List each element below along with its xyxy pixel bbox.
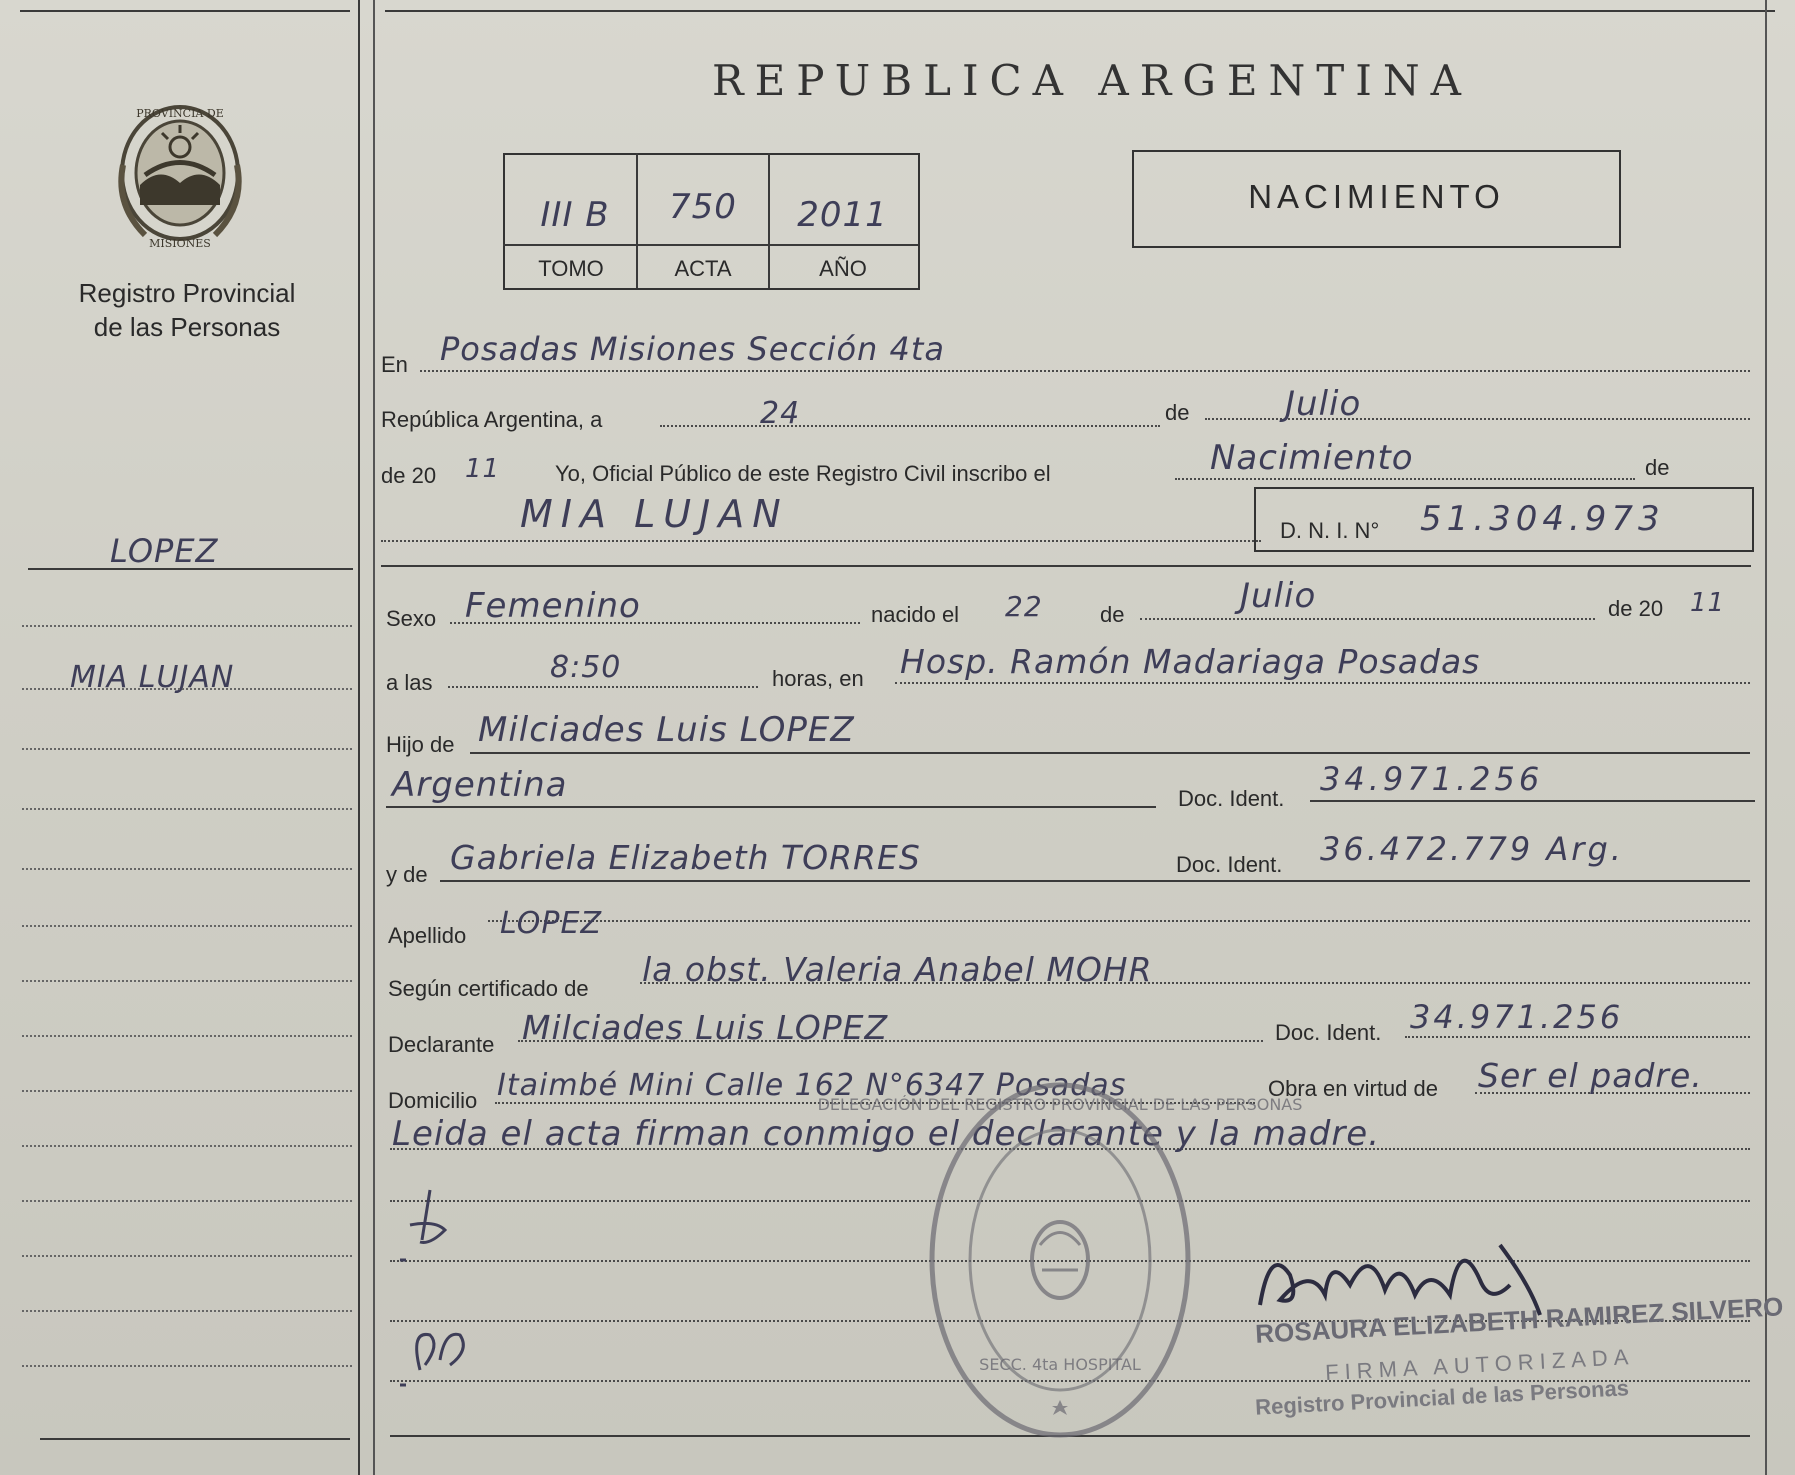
seal-text-bottom: MISIONES (149, 237, 211, 250)
table-row-divider (503, 244, 918, 246)
apellido-value: LOPEZ (500, 906, 603, 941)
certificate-value: la obst. Valeria Anabel MOHR (642, 950, 1153, 989)
birth-place-line (895, 682, 1750, 684)
anio-label: AÑO (819, 256, 867, 281)
provincial-seal-icon (105, 95, 255, 250)
stub-divider-left (358, 0, 360, 1475)
stub-line (22, 1035, 352, 1037)
yde-label: y de (386, 862, 428, 887)
birth-time: 8:50 (550, 650, 622, 685)
declarante-label: Declarante (388, 1032, 495, 1057)
registration-month: Julio (1285, 384, 1362, 424)
witness-signature-1 (390, 1180, 480, 1270)
dni-value: 51.304.973 (1420, 499, 1665, 539)
stub-line (22, 1090, 352, 1092)
stub-line (22, 980, 352, 982)
doc-ident-label-2: Doc. Ident. (1176, 852, 1283, 877)
apellido-line (488, 920, 1750, 922)
stub-line (22, 688, 352, 690)
registration-year-suffix: 11 (465, 454, 501, 484)
mother-doc: 36.472.779 Arg. (1320, 830, 1624, 868)
top-rule-main (385, 10, 1775, 12)
father-line (470, 752, 1750, 754)
domicilio-label: Domicilio (388, 1088, 478, 1113)
day-line (660, 425, 1160, 427)
declarante-doc: 34.971.256 (1410, 998, 1624, 1036)
child-name: MIA LUJAN (520, 492, 789, 536)
father-name: Milciades Luis LOPEZ (478, 710, 855, 750)
anio-value: 2011 (797, 195, 888, 235)
place-line (420, 370, 1750, 372)
document-type: NACIMIENTO (1248, 178, 1505, 215)
stub-line (22, 1145, 352, 1147)
republica-label: República Argentina, a (381, 407, 603, 432)
stub-surname-rule (28, 568, 353, 570)
birth-place: Hosp. Ramón Madariaga Posadas (900, 642, 1481, 681)
de-label-2: de (1645, 455, 1670, 480)
witness-signature-2 (390, 1310, 500, 1390)
right-border (1765, 0, 1767, 1475)
segun-label: Según certificado de (388, 976, 589, 1001)
acta-value: 750 (669, 187, 737, 227)
declarante-doc-line (1405, 1036, 1750, 1038)
mother-line (440, 880, 1750, 882)
leida-text: Leida el acta firman conmigo el declarante y la madre. (392, 1114, 1381, 1154)
official-title: FIRMA AUTORIZADA (1324, 1343, 1635, 1386)
father-doc: 34.971.256 (1320, 760, 1544, 798)
time-line (448, 686, 758, 688)
doc-ident-label-3: Doc. Ident. (1275, 1020, 1382, 1045)
de-label-3: de (1100, 602, 1125, 627)
sexo-value: Femenino (465, 586, 641, 626)
birth-year-suffix: 11 (1690, 588, 1726, 618)
declarante-value: Milciades Luis LOPEZ (522, 1008, 889, 1047)
yo-label: Yo, Oficial Público de este Registro Civil inscribo el (555, 461, 1051, 486)
hijo-label: Hijo de (386, 732, 455, 757)
horas-label: horas, en (772, 666, 864, 691)
doc-ident-label: Doc. Ident. (1178, 786, 1285, 811)
en-label: En (381, 352, 408, 377)
registration-day: 24 (760, 396, 801, 431)
apellido-label: Apellido (388, 923, 467, 948)
mother-name: Gabriela Elizabeth TORRES (450, 838, 921, 877)
stub-surname: LOPEZ (110, 532, 219, 570)
stub-line (22, 625, 352, 627)
acta-label: ACTA (674, 256, 732, 281)
official-name: ROSAURA ELIZABETH RAMIREZ SILVERO (1254, 1291, 1785, 1349)
nacido-label: nacido el (871, 602, 960, 627)
father-doc-line (1310, 800, 1755, 802)
stub-divider-right (373, 0, 375, 1475)
registry-name-line1: Registro Provincial (78, 278, 296, 308)
place-value: Posadas Misiones Sección 4ta (440, 330, 945, 368)
tomo-value: III B (540, 195, 610, 235)
obra-value: Ser el padre. (1478, 1056, 1703, 1095)
registry-name-line2: de las Personas (93, 312, 281, 342)
stub-line (22, 925, 352, 927)
country-title: REPUBLICA ARGENTINA (712, 56, 1472, 105)
stub-bottom-rule (40, 1438, 350, 1440)
act-type: Nacimiento (1210, 438, 1414, 478)
stamp-outer-text: DELEGACIÓN DEL REGISTRO PROVINCIAL DE LAS PERSONAS (817, 1095, 1303, 1114)
stub-line (22, 1255, 352, 1257)
official-stamp (817, 1070, 1303, 1450)
birth-day: 22 (1005, 590, 1043, 623)
child-name-line (381, 540, 1261, 542)
section-rule (381, 565, 1751, 567)
de20-label: de 20 (381, 463, 437, 488)
stub-line (22, 748, 352, 750)
dni-label: D. N. I. N° (1280, 518, 1380, 543)
official-office: Registro Provincial de las Personas (1254, 1375, 1630, 1420)
obra-label: Obra en virtud de (1268, 1076, 1438, 1101)
stamp-inner-text: SECC. 4ta HOSPITAL (979, 1355, 1141, 1374)
nationality-line (386, 806, 1156, 808)
stub-line (22, 1365, 352, 1367)
birth-month: Julio (1240, 576, 1317, 616)
stub-given-names: MIA LUJAN (70, 660, 235, 695)
de-label: de (1165, 400, 1190, 425)
alas-label: a las (386, 670, 433, 695)
top-rule-stub (20, 10, 350, 12)
de20-label-2: de 20 (1608, 596, 1664, 621)
stub-line (22, 868, 352, 870)
stub-line (22, 1200, 352, 1202)
birth-month-line (1140, 618, 1595, 620)
seal-text-top: PROVINCIA DE (136, 107, 224, 120)
act-type-line (1175, 478, 1635, 480)
tomo-label: TOMO (538, 256, 604, 281)
sexo-label: Sexo (386, 606, 437, 631)
father-nationality: Argentina (392, 765, 568, 805)
domicilio-value: Itaimbé Mini Calle 162 N°6347 Posadas (497, 1068, 1127, 1103)
stub-line (22, 1310, 352, 1312)
stub-line (22, 808, 352, 810)
